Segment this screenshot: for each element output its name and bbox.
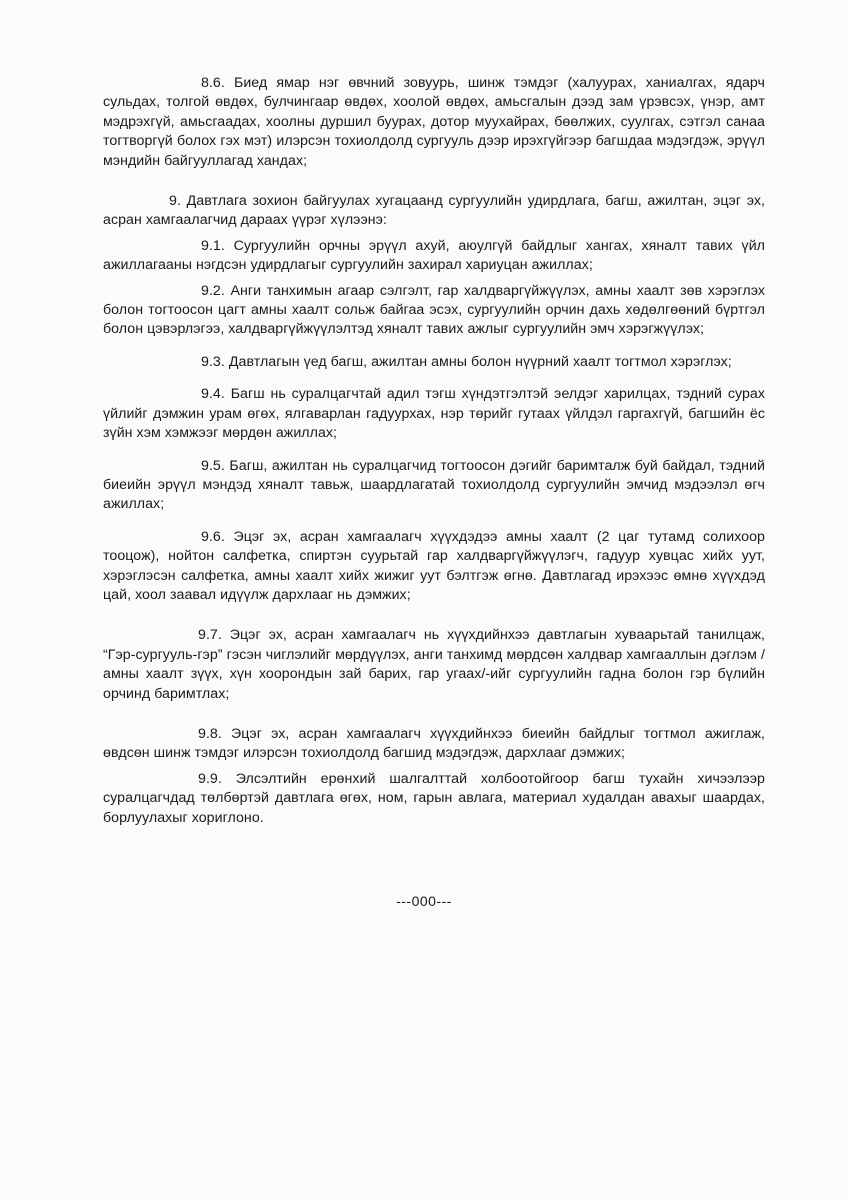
paragraph-9-3: 9.3. Давтлагын үед багш, ажилтан амны болон нүүрний хаалт тогтмол хэрэглэх;: [201, 353, 732, 370]
paragraph-9-9: 9.9. Элсэлтийн ерөнхий шалгалттай холбоотойгоор багш тухайн хичээлээр суралцагчдад төлбөртэй давтлага өгөх, ном, гарын авлага, материал худалдан авахыг шаардах, борлуулахыг хориглоно.: [103, 770, 765, 826]
paragraph-9-4: 9.4. Багш нь суралцагчтай адил тэгш хүндэтгэлтэй эелдэг харилцах, тэдний сурах үйлийг дэмжин урам өгөх, ялгаварлан гадуурхах, нэр төрийг гутаах үйлдэл гаргахгүй, багшийн ёс зүйн хэм хэмжээг мөрдөн ажиллах;: [103, 386, 765, 442]
document-body: [103, 74, 765, 828]
paragraph-9-7: 9.7. Эцэг эх, асран хамгаалагч нь хүүхдийнхээ давтлагын хуваарьтай танилцаж, “Гэр-сургууль-гэр” гэсэн чиглэлийг мөрдүүлэх, анги танхимд мөрдсөн халдвар хамгааллын дэглэм /амны хаалт зүүх, хүн хоорондын зай барих, гар угаах/-ийг сургуулийн гадна болон гэр бүлийн орчинд баримтлах;: [103, 627, 765, 702]
paragraph-9-8: 9.8. Эцэг эх, асран хамгаалагч хүүхдийнхээ биеийн байдлыг тогтмол ажиглаж, өвдсөн шинж тэмдэг илэрсэн тохиолдолд багшид мэдэгдэж, дархлааг дэмжих;: [103, 725, 765, 762]
paragraph-9-1: 9.1. Сургуулийн орчны эрүүл ахуй, аюулгүй байдлыг хангах, хяналт тавих үйл ажиллагааны нэгдсэн удирдлагыг сургуулийн захирал хариуцан ажиллах;: [103, 237, 765, 274]
paragraph-8-6: 8.6. Биед ямар нэг өвчний зовуурь, шинж тэмдэг (халуурах, ханиалгах, ядарч сульдах, толгой өвдөх, булчингаар өвдөх, хоолой өвдөх, амьсгалын дээд зам үрэвсэх, үнэр, амт мэдрэхгүй, амьсгаадах, хоолны дуршил буурах, дотор муухайрах, бөөлжих, суулгах, сэтгэл санаа тогтворгүй болох гэх мэт) илэрсэн тохиолдолд сургууль дээр ирэхгүйгээр багшдаа мэдэгдэж, эрүүл мэндийн байгууллагад хандах;: [103, 75, 765, 169]
paragraph-9-2: 9.2. Анги танхимын агаар сэлгэлт, гар халдваргүйжүүлэх, амны хаалт зөв хэрэглэх болон тогтоосон цагт амны хаалт сольж байгаа эсэх, сургуулийн орчин дахь хөдөлгөөний бүртгэл болон цэвэрлэгээ, халдваргүйжүүлэлтэд хяналт тавих ажлыг сургуулийн эмч хэрэгжүүлэх;: [103, 282, 765, 338]
paragraph-9: 9. Давтлага зохион байгуулах хугацаанд сургуулийн удирдлага, багш, ажилтан, эцэг эх, асран хамгаалагчид дараах үүрэг хүлээнэ:: [103, 193, 765, 229]
paragraph-9-6: 9.6. Эцэг эх, асран хамгаалагч хүүхдэдээ амны хаалт (2 цаг тутамд солихоор тооцож), нойтон салфетка, спиртэн суурьтай гар халдваргүйжүүлэгч, гадуур хувцас хийх уут, хэрэглэсэн салфетка, амны хаалт хийх жижиг уут бэлтгэж өгнө. Давтлагад ирэхээс өмнө хүүхдэд цай, хоол заавал идүүлж дархлааг нь дэмжих;: [103, 528, 765, 603]
paragraph-9-5: 9.5. Багш, ажилтан нь суралцагчид тогтоосон дэгийг баримталж буй байдал, тэдний биеийн эрүүл мэндэд хяналт тавьж, шаардлагатай тохиолдолд сургуулийн эмчид мэдээлэл өгч ажиллах;: [103, 457, 765, 513]
document-end-mark: ---000---: [396, 893, 452, 909]
